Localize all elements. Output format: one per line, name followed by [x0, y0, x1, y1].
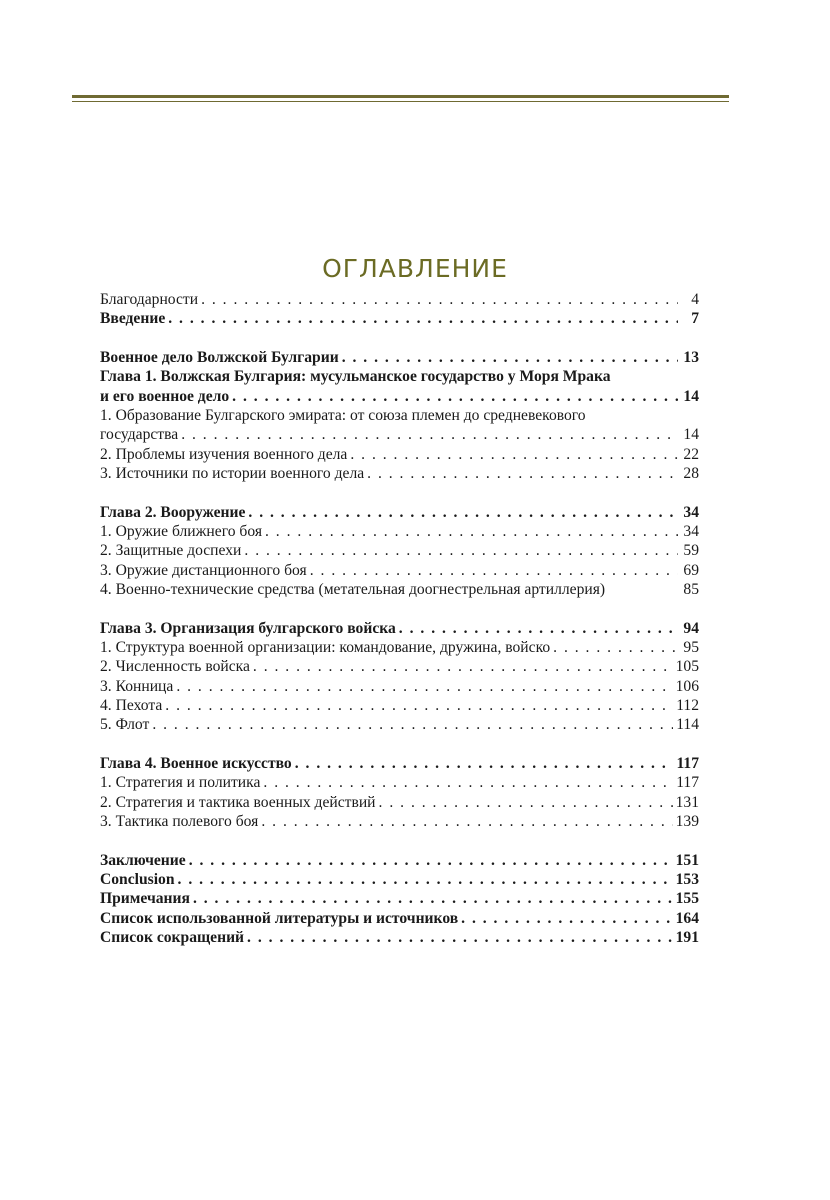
toc-entry-title: Conclusion	[100, 870, 175, 888]
dot-leader	[310, 561, 678, 580]
dot-leader	[265, 522, 678, 541]
toc-entry-title: Список использованной литературы и источников	[100, 909, 459, 927]
toc-entry-page: 131	[675, 793, 699, 811]
toc-entry-title: 3. Источники по истории военного дела	[100, 464, 365, 482]
toc-entry-page: 94	[683, 619, 699, 637]
toc-entry-title: Глава 3. Организация булгарского войска	[100, 619, 396, 637]
dot-leader	[379, 793, 673, 812]
dot-leader	[295, 754, 674, 773]
toc-entry-title: государства	[100, 426, 179, 444]
toc-entry-title: Заключение	[100, 851, 186, 869]
toc-entry[interactable]	[100, 773, 699, 792]
toc-entry[interactable]	[100, 870, 699, 889]
dot-leader	[367, 464, 678, 483]
toc-entry-title: Благодарности	[100, 291, 199, 308]
toc-entry-page: 14	[683, 387, 699, 405]
toc-entry-page: 112	[676, 696, 699, 714]
toc-entry-title: 1. Стратегия и политика	[100, 774, 261, 792]
section-gap	[100, 483, 699, 503]
toc-entry-title: Глава 4. Военное искусство	[100, 754, 292, 772]
toc-entry-title: 3. Конница	[100, 677, 174, 695]
toc-entry[interactable]	[100, 425, 699, 444]
dot-leader	[248, 503, 678, 522]
toc-entry-page: 114	[676, 716, 699, 734]
dot-leader	[253, 657, 673, 676]
toc-entry[interactable]	[100, 503, 699, 522]
top-rule	[72, 95, 729, 98]
toc-entry[interactable]	[100, 793, 699, 812]
table-of-contents	[100, 290, 699, 947]
toc-entry-page: 28	[683, 464, 699, 482]
dot-leader	[461, 909, 672, 928]
toc-entry[interactable]	[100, 464, 699, 483]
toc-entry-title: и его военное дело	[100, 387, 230, 405]
dot-leader	[152, 715, 673, 734]
toc-entry[interactable]	[100, 928, 699, 947]
toc-entry-page: 155	[675, 890, 699, 908]
toc-entry-title: 3. Тактика полевого боя	[100, 812, 259, 830]
toc-entry[interactable]	[100, 889, 699, 908]
toc-entry-title: 2. Стратегия и тактика военных действий	[100, 793, 376, 811]
toc-entry[interactable]	[100, 851, 699, 870]
toc-entry-page: 85	[683, 580, 699, 598]
toc-entry[interactable]	[100, 619, 699, 638]
toc-entry-page: 59	[683, 542, 699, 560]
toc-entry-title: 2. Проблемы изучения военного дела	[100, 445, 348, 463]
toc-entry[interactable]	[100, 561, 699, 580]
toc-entry[interactable]	[100, 677, 699, 696]
section-gap	[100, 599, 699, 619]
toc-entry[interactable]	[100, 754, 699, 773]
toc-entry[interactable]	[100, 309, 699, 328]
toc-entry-page: 69	[683, 561, 699, 579]
toc-entry[interactable]	[100, 541, 699, 560]
toc-entry-page: 4	[691, 291, 699, 308]
dot-leader	[399, 619, 678, 638]
toc-entry-title: Глава 2. Вооружение	[100, 503, 246, 521]
section-gap	[100, 329, 699, 349]
toc-entry[interactable]	[100, 638, 699, 657]
dot-leader	[176, 677, 672, 696]
section-gap	[100, 831, 699, 851]
toc-entry-page: 106	[675, 677, 699, 695]
toc-entry-title: 1. Оружие ближнего боя	[100, 522, 262, 540]
dot-leader	[263, 773, 673, 792]
dot-leader	[201, 290, 678, 309]
toc-entry[interactable]	[100, 445, 699, 464]
dot-leader	[189, 851, 673, 870]
toc-entry-page: 164	[675, 909, 699, 927]
toc-entry-title: Введение	[100, 310, 166, 328]
dot-leader	[168, 309, 678, 328]
toc-entry[interactable]	[100, 696, 699, 715]
dot-leader	[178, 870, 673, 889]
toc-entry[interactable]	[100, 657, 699, 676]
toc-entry-page: 151	[675, 851, 699, 869]
toc-entry-page: 7	[691, 310, 699, 328]
dot-leader	[181, 425, 678, 444]
toc-entry-title: Военное дело Волжской Булгарии	[100, 349, 339, 367]
toc-entry-page: 117	[676, 774, 699, 792]
toc-entry-line: Глава 1. Волжская Булгария: мусульманское государство у Моря Мрака	[100, 368, 611, 386]
toc-entry-page: 34	[683, 522, 699, 540]
section-gap	[100, 734, 699, 754]
toc-entry-page: 95	[683, 638, 699, 656]
toc-entry-page: 14	[683, 426, 699, 444]
toc-entry-page: 139	[675, 812, 699, 830]
toc-entry-page: 117	[676, 754, 699, 772]
toc-entry-title: 4. Военно-технические средства (метательная доогнестрельная артиллерия)	[100, 580, 606, 598]
dot-leader	[244, 541, 678, 560]
toc-entry-page: 153	[675, 870, 699, 888]
dot-leader	[342, 348, 678, 367]
toc-entry-title: Примечания	[100, 890, 190, 908]
dot-leader	[261, 812, 672, 831]
toc-entry-line: 1. Образование Булгарского эмирата: от союза племен до средневекового	[100, 406, 586, 424]
dot-leader	[350, 445, 678, 464]
toc-entry[interactable]	[100, 348, 699, 367]
toc-entry-page: 13	[683, 349, 699, 367]
toc-entry-title: 2. Численность войска	[100, 658, 250, 676]
dot-leader	[553, 638, 678, 657]
page-title: ОГЛАВЛЕНИЕ	[322, 254, 508, 283]
toc-entry-title: 4. Пехота	[100, 696, 163, 714]
top-rule-thin	[72, 101, 729, 102]
toc-entry-page: 34	[683, 503, 699, 521]
toc-entry-title: 3. Оружие дистанционного боя	[100, 561, 307, 579]
dot-leader	[232, 387, 678, 406]
toc-entry[interactable]	[100, 580, 699, 599]
toc-entry-title: 2. Защитные доспехи	[100, 542, 242, 560]
dot-leader	[165, 696, 673, 715]
toc-entry-title: 1. Структура военной организации: командование, дружина, войско	[100, 638, 551, 656]
dot-leader	[247, 928, 673, 947]
toc-entry[interactable]	[100, 290, 699, 309]
toc-entry-title: 5. Флот	[100, 716, 150, 734]
toc-entry-page: 22	[683, 445, 699, 463]
toc-entry[interactable]	[100, 387, 699, 406]
toc-entry-title: Список сокращений	[100, 928, 245, 946]
toc-entry-page: 105	[675, 658, 699, 676]
toc-entry[interactable]	[100, 522, 699, 541]
toc-entry[interactable]	[100, 715, 699, 734]
dot-leader	[193, 889, 673, 908]
toc-entry[interactable]	[100, 812, 699, 831]
toc-entry[interactable]	[100, 909, 699, 928]
toc-entry-page: 191	[675, 928, 699, 946]
